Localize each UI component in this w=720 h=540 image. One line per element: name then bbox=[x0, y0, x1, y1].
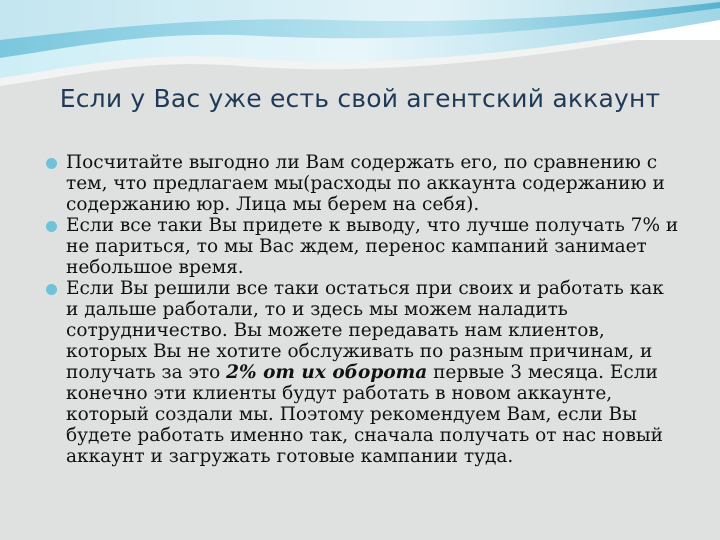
slide-title: Если у Вас уже есть свой агентский аккаунт bbox=[59, 84, 661, 113]
bullet-list bbox=[46, 152, 682, 467]
decorative-wave-header bbox=[0, 0, 720, 90]
bullet-emphasis: 2% от их оборота bbox=[226, 362, 428, 383]
bullet-dot-icon bbox=[46, 284, 57, 295]
bullet-text-before: Если Вы решили все таки остаться при своих и работать как и дальше работали, то и здесь мы можем наладить сотрудничество. Вы можете передавать нам клиентов, которых Вы не хотите обслуживать по разным причинам, и получать за это bbox=[66, 278, 664, 383]
bullet-text: Если все таки Вы придете к выводу, что лучше получать 7% и не париться, то мы Вас ждем, перенос кампаний занимает небольшое время. bbox=[66, 215, 679, 278]
bullet-text: Посчитайте выгодно ли Вам содержать его, по сравнению с тем, что предлагаем мы(расходы по аккаунта содержанию и содержанию юр. Лица мы берем на себя). bbox=[66, 152, 665, 215]
bullet-dot-icon bbox=[46, 221, 57, 232]
bullet-item bbox=[46, 215, 682, 278]
bullet-dot-icon bbox=[46, 158, 57, 169]
bullet-text-after: первые 3 месяца. Если конечно эти клиенты будут работать в новом аккаунте, который создали мы. Поэтому рекомендуем Вам, если Вы будете работать именно так, сначала получать от нас новый аккаунт и загружать готовые кампании туда. bbox=[66, 362, 663, 467]
bullet-item bbox=[46, 278, 682, 467]
bullet-item bbox=[46, 152, 682, 215]
